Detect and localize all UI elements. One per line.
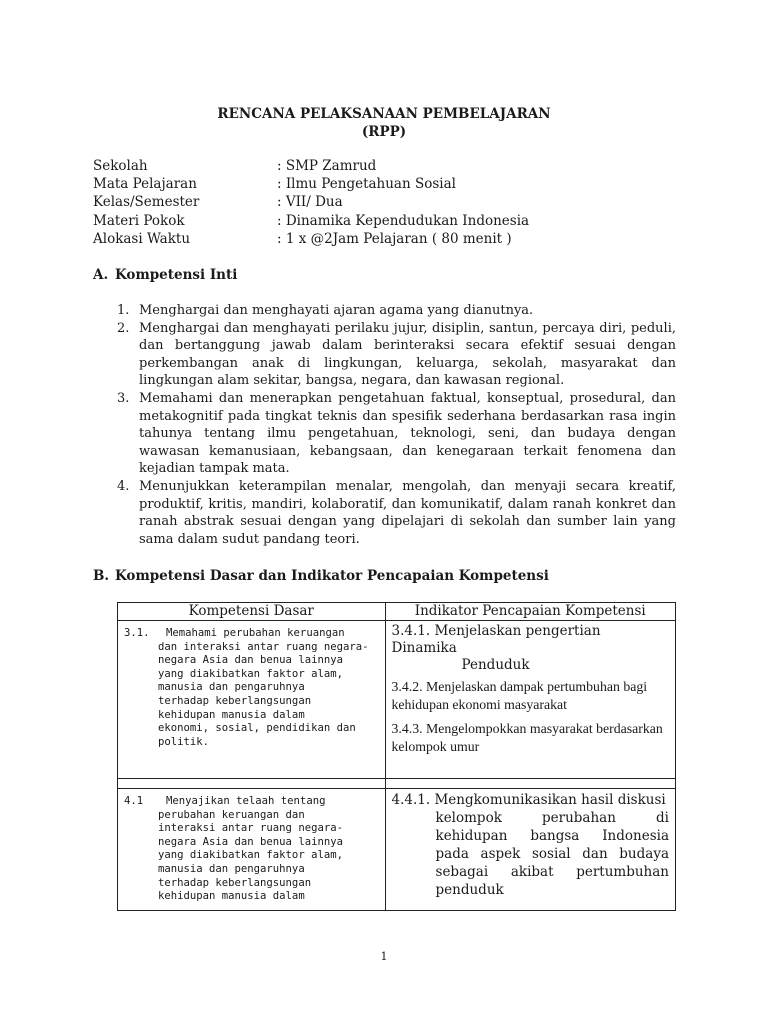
kd-first-text: Memahami perubahan keruangan: [166, 627, 345, 639]
kd-line: ekonomi, sosial, pendidikan dan: [158, 722, 356, 735]
list-number: 1.: [117, 303, 130, 318]
info-row-kelas-semester: [93, 193, 529, 211]
info-label: Alokasi Waktu: [93, 230, 191, 247]
indikator-3-4-1: [392, 623, 669, 674]
indikator-cell: [385, 621, 675, 779]
info-value: : 1 x @2Jam Pelajaran ( 80 menit ): [277, 230, 512, 247]
section-letter: A.: [93, 267, 109, 283]
kd-line: yang diakibatkan faktor alam,: [158, 849, 343, 862]
indikator-text: 3.4.1. Menjelaskan pengertian Dinamika: [391, 623, 601, 656]
kd-first-line: [124, 795, 377, 809]
info-value: : Ilmu Pengetahuan Sosial: [277, 176, 456, 193]
section-title: Kompetensi Dasar dan Indikator Pencapaian Kompetensi: [115, 568, 549, 584]
info-block: [93, 157, 529, 248]
info-value: : SMP Zamrud: [277, 158, 377, 174]
table-header-indikator: Indikator Pencapaian Kompetensi: [385, 603, 675, 621]
kd-line: kehidupan manusia dalam: [158, 708, 305, 721]
kd-line: manusia dan pengaruhnya: [158, 862, 305, 875]
section-heading-kompetensi-inti: [93, 267, 237, 283]
kd-first-text: Menyajikan telaah tentang: [166, 795, 326, 807]
info-label: Mata Pelajaran: [93, 176, 197, 193]
list-item: [117, 302, 676, 320]
indikator-3-4-2: 3.4.2. Menjelaskan dampak pertumbuhan bagi kehidupan ekonomi masyarakat: [391, 679, 648, 712]
indikator-code: 4.4.1.: [391, 792, 431, 808]
list-text: Menghargai dan menghayati ajaran agama yang dianutnya.: [139, 303, 534, 318]
indikator-text-continued: Penduduk: [461, 657, 530, 673]
kd-line: negara Asia dan benua lainnya: [158, 654, 343, 667]
info-label: Materi Pokok: [93, 212, 185, 229]
info-label: Sekolah: [93, 158, 148, 174]
spacer-cell: [118, 779, 386, 789]
kd-line: kehidupan manusia dalam: [158, 890, 305, 903]
kd-cell: [118, 789, 386, 911]
kompetensi-table: [117, 602, 676, 911]
info-row-mata-pelajaran: [93, 175, 529, 193]
kompetensi-inti-list: [117, 302, 676, 548]
kd-line: interaksi antar ruang negara-: [158, 822, 343, 835]
spacer-cell: [385, 779, 675, 789]
section-heading-kompetensi-dasar: [93, 568, 549, 584]
table-row: [118, 621, 676, 779]
section-title: Kompetensi Inti: [115, 267, 238, 283]
info-value: : Dinamika Kependudukan Indonesia: [277, 212, 530, 229]
list-text: Memahami dan menerapkan pengetahuan faktual, konseptual, prosedural, dan metakognitif pada tingkat teknis dan spesifik sederhana berdasarkan rasa ingin tahunya tentang ilmu pengetahuan, teknologi, seni, dan budaya dengan wawasan kemanusiaan, kebangsaan, dan kenegaraan terkait fenomena dan kejadian tampak mata.: [139, 390, 676, 477]
kd-line: manusia dan pengaruhnya: [158, 681, 305, 694]
kd-first-line: [124, 627, 377, 641]
info-row-sekolah: [93, 157, 529, 175]
document-subtitle: (RPP): [361, 124, 407, 140]
kd-line: terhadap keberlangsungan: [158, 876, 312, 889]
kd-code: 4.1: [124, 795, 144, 807]
indikator-4-4-1: [392, 791, 669, 899]
list-text: Menunjukkan keterampilan menalar, mengolah, dan menyaji secara kreatif, produktif, kritis, mandiri, kolaboratif, dan komunikatif, dalam ranah konkret dan ranah abstrak sesuai dengan yang dipelajari di sekolah dan sumber lain yang sama dalam sudut pandang teori.: [139, 478, 676, 547]
list-text: Menghargai dan menghayati perilaku jujur, disiplin, santun, percaya diri, peduli, dan bertanggung jawab dalam berinteraksi secara efektif sesuai dengan perkembangan anak di lingkungan, keluarga, sekolah, masyarakat dan lingkungan alam sekitar, bangsa, negara, dan kawasan regional.: [139, 320, 676, 389]
indikator-first-text: Mengkomunikasikan hasil diskusi: [434, 792, 666, 808]
info-row-materi-pokok: [93, 212, 529, 230]
section-letter: B.: [93, 568, 110, 584]
kd-cell: [118, 621, 386, 779]
list-item: [117, 320, 676, 390]
table-header-kompetensi-dasar: Kompetensi Dasar: [118, 603, 386, 621]
kd-line: yang diakibatkan faktor alam,: [158, 667, 343, 680]
indikator-body: kelompok perubahan di kehidupan bangsa Indonesia pada aspek sosial dan budaya sebagai akibat pertumbuhan penduduk: [435, 810, 669, 898]
info-label: Kelas/Semester: [93, 194, 200, 211]
kd-line: perubahan keruangan dan: [158, 808, 305, 821]
info-value: : VII/ Dua: [277, 194, 343, 211]
list-number: 3.: [117, 390, 130, 406]
kd-line: negara Asia dan benua lainnya: [158, 835, 343, 848]
list-number: 4.: [117, 478, 130, 494]
table-spacer-row: [118, 779, 676, 789]
document-title: RENCANA PELAKSANAAN PEMBELAJARAN: [217, 106, 551, 122]
kd-line: terhadap keberlangsungan: [158, 694, 312, 707]
kd-line: dan interaksi antar ruang negara-: [158, 640, 369, 653]
table-row: [118, 789, 676, 911]
kd-line: politik.: [158, 735, 210, 748]
kd-code: 3.1.: [124, 627, 150, 639]
info-row-alokasi-waktu: [93, 230, 529, 248]
list-item: [117, 478, 676, 548]
list-number: 2.: [117, 320, 130, 336]
indikator-3-4-3: 3.4.3. Mengelompokkan masyarakat berdasarkan kelompok umur: [391, 721, 663, 754]
list-item: [117, 390, 676, 478]
page-number: 1: [380, 950, 388, 963]
indikator-cell: [385, 789, 675, 911]
table-header-row: [118, 603, 676, 621]
